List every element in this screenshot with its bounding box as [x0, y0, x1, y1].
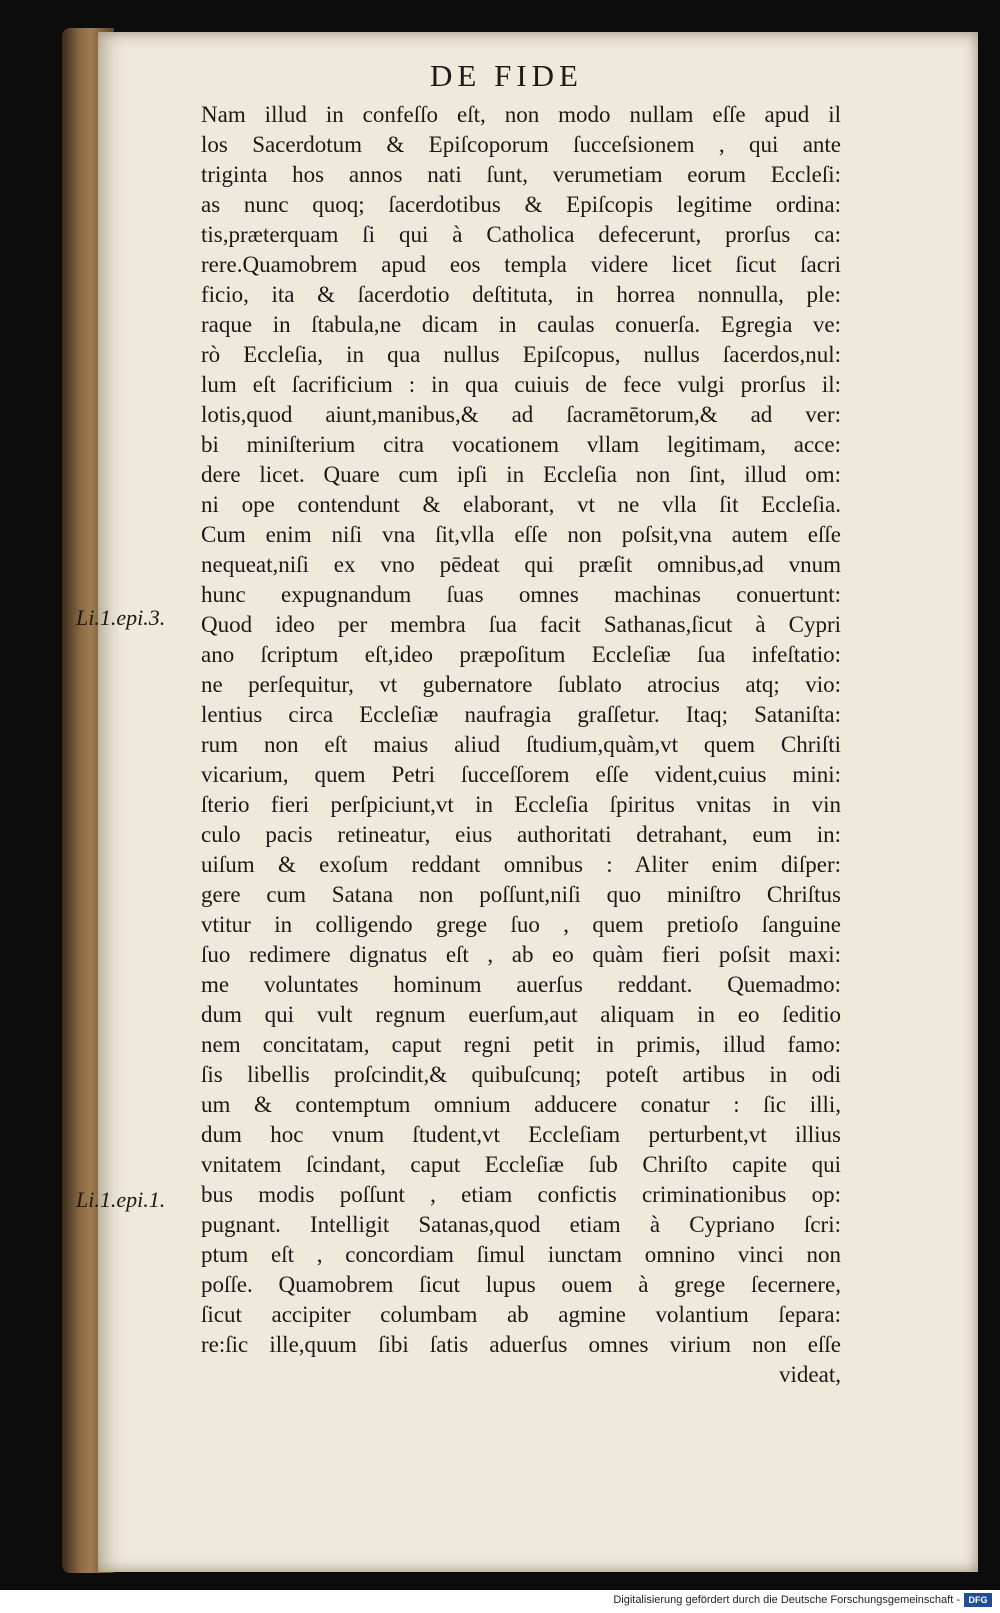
text-line: nem concitatam, caput regni petit in primis, illud famo:: [201, 1032, 841, 1057]
text-line: ſterio fieri perſpiciunt,vt in Eccleſia ſpiritus vnitas in vin: [201, 792, 841, 817]
dfg-logo-icon: DFG: [964, 1593, 992, 1607]
margin-note: Li.1.epi.1.: [76, 1187, 166, 1212]
text-line: ne perſequitur, vt gubernatore ſublato atrocius atq; vio:: [201, 672, 841, 697]
text-line: raque in ſtabula,ne dicam in caulas conuerſa. Egregia ve:: [201, 312, 841, 337]
text-line: poſſe. Quamobrem ſicut lupus ouem à grege ſecernere,: [201, 1272, 841, 1297]
text-line: vtitur in colligendo grege ſuo , quem pretioſo ſanguine: [201, 912, 841, 937]
text-line: lum eſt ſacrificium : in qua cuiuis de fece vulgi prorſus il:: [201, 372, 841, 397]
text-line: ſis libellis proſcindit,& quibuſcunq; poteſt artibus in odi: [201, 1062, 841, 1087]
text-line: ptum eſt , concordiam ſimul iunctam omnino vinci non: [201, 1242, 841, 1267]
text-line: uiſum & exoſum reddant omnibus : Aliter enim diſper:: [201, 852, 841, 877]
body-text: [201, 100, 841, 1390]
text-line: gere cum Satana non poſſunt,niſi quo miniſtro Chriſtus: [201, 882, 841, 907]
text-line: dum hoc vnum ſtudent,vt Eccleſiam perturbent,vt illius: [201, 1122, 841, 1147]
text-line: ficio, ita & ſacerdotio deſtituta, in horrea nonnulla, ple:: [201, 282, 841, 307]
text-line: ni ope contendunt & elaborant, vt ne vlla ſit Eccleſia.: [201, 492, 841, 517]
text-line: rere.Quamobrem apud eos templa videre licet ſicut ſacri: [201, 252, 841, 277]
text-line: rò Eccleſia, in qua nullus Epiſcopus, nullus ſacerdos,nul:: [201, 342, 841, 367]
text-line: Nam illud in confeſſo eſt, non modo nullam eſſe apud il: [201, 102, 841, 127]
text-line: me voluntates hominum auerſus reddant. Quemadmo:: [201, 972, 841, 997]
text-line: bi miniſterium citra vocationem vllam legitimam, acce:: [201, 432, 841, 457]
digitization-footer: [0, 1590, 1000, 1613]
text-line: los Sacerdotum & Epiſcoporum ſucceſsionem , qui ante: [201, 132, 841, 157]
text-line: rum non eſt maius aliud ſtudium,quàm,vt quem Chriſti: [201, 732, 841, 757]
text-line: triginta hos annos nati ſunt, verumetiam eorum Eccleſi:: [201, 162, 841, 187]
margin-note: Li.1.epi.3.: [76, 605, 166, 630]
text-line: vnitatem ſcindant, caput Eccleſiæ ſub Chriſto capite qui: [201, 1152, 841, 1177]
funding-credit: Digitalisierung gefördert durch die Deutsche Forschungsgemeinschaft -: [613, 1594, 960, 1606]
text-line: dum qui vult regnum euerſum,aut aliquam in eo ſeditio: [201, 1002, 841, 1027]
text-line: as nunc quoq; ſacerdotibus & Epiſcopis legitime ordina:: [201, 192, 841, 217]
text-line: vicarium, quem Petri ſucceſſorem eſſe vident,cuius mini:: [201, 762, 841, 787]
text-line: ano ſcriptum eſt,ideo præpoſitum Eccleſiæ ſua infeſtatio:: [201, 642, 841, 667]
text-line: bus modis poſſunt , etiam confictis criminationibus op:: [201, 1182, 841, 1207]
text-line: um & contemptum omnium adducere conatur : ſic illi,: [201, 1092, 841, 1117]
running-head: DE FIDE: [430, 58, 583, 93]
text-line: lentius circa Eccleſiæ naufragia graſſetur. Itaq; Sataniſta:: [201, 702, 841, 727]
text-line: ſuo redimere dignatus eſt , ab eo quàm fieri poſsit maxi:: [201, 942, 841, 967]
text-line: culo pacis retineatur, eius authoritati detrahant, eum in:: [201, 822, 841, 847]
text-line: hunc expugnandum ſuas omnes machinas conuertunt:: [201, 582, 841, 607]
text-line: lotis,quod aiunt,manibus,& ad ſacramētorum,& ad ver:: [201, 402, 841, 427]
text-line: Cum enim niſi vna ſit,vlla eſſe non poſsit,vna autem eſſe: [201, 522, 841, 547]
text-line: pugnant. Intelligit Satanas,quod etiam à Cypriano ſcri:: [201, 1212, 841, 1237]
text-line: dere licet. Quare cum ipſi in Eccleſia non ſint, illud om:: [201, 462, 841, 487]
text-line: ſicut accipiter columbam ab agmine volantium ſepara:: [201, 1302, 841, 1327]
text-line: videat,: [779, 1362, 841, 1387]
text-line: re:ſic ille,quum ſibi ſatis aduerſus omnes virium non eſſe: [201, 1332, 841, 1357]
text-line: Quod ideo per membra ſua facit Sathanas,ſicut à Cypri: [201, 612, 841, 637]
text-line: nequeat,niſi ex vno pēdeat qui præſit omnibus,ad vnum: [201, 552, 841, 577]
text-line: tis,præterquam ſi qui à Catholica defecerunt, prorſus ca:: [201, 222, 841, 247]
